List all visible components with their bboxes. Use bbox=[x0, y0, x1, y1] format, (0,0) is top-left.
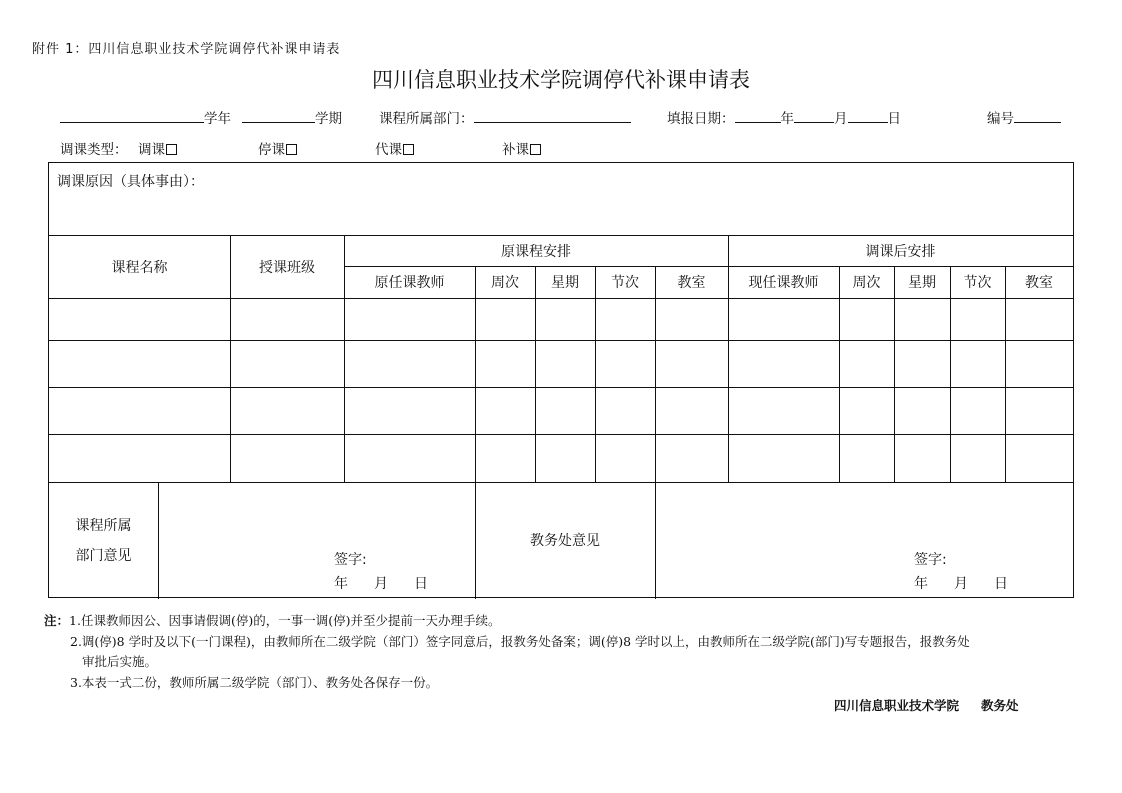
table-row[interactable] bbox=[49, 341, 1073, 387]
notes-section bbox=[44, 611, 970, 693]
col-header-original-teacher: 原任课教师 bbox=[374, 275, 445, 291]
checkbox-icon[interactable] bbox=[403, 144, 414, 155]
adjust-type-label: 调课类型： bbox=[60, 142, 128, 158]
fill-month-blank[interactable] bbox=[794, 108, 834, 123]
col-header-original-week: 周次 bbox=[491, 275, 519, 291]
col-header-course-name: 课程名称 bbox=[111, 259, 168, 276]
reason-label: 调课原因（具体事由）： bbox=[57, 174, 204, 190]
fill-year-label: 年 bbox=[780, 111, 794, 127]
col-header-new-teacher: 现任课教师 bbox=[748, 275, 819, 291]
fill-date-label: 填报日期： bbox=[667, 111, 735, 127]
adjust-type-option-substitute[interactable] bbox=[375, 138, 414, 158]
dept-signature-label: 签字: bbox=[334, 552, 367, 568]
note-item-1: 1.任课教师因公、因事请假调(停)的，一事一调(停)并至少提前一天办理手续。 bbox=[69, 613, 501, 628]
semester-label: 学期 bbox=[315, 111, 342, 127]
attachment-label: 附件 1：四川信息职业技术学院调停代补课申请表 bbox=[32, 42, 341, 57]
col-header-class: 授课班级 bbox=[259, 259, 315, 276]
col-header-new-weekday: 星期 bbox=[908, 275, 936, 291]
school-year-label: 学年 bbox=[204, 111, 231, 127]
col-header-original-weekday: 星期 bbox=[551, 275, 579, 291]
col-header-new-week: 周次 bbox=[852, 275, 881, 291]
number-label: 编号 bbox=[987, 111, 1014, 127]
note-item-2: 2.调(停)8 学时及以下(一门课程)，由教师所在二级学院（部门）签字同意后，报教务处备案；调(停)8 学时以上，由教师所在二级学院(部门)写专题报告，报教务处 bbox=[70, 633, 970, 649]
date-day: 日 bbox=[414, 576, 428, 592]
number-blank[interactable] bbox=[1014, 108, 1061, 123]
fill-day-blank[interactable] bbox=[848, 108, 888, 123]
option-label: 停课 bbox=[258, 142, 285, 158]
application-table bbox=[48, 162, 1074, 598]
option-label: 代课 bbox=[375, 142, 402, 158]
dept-opinion-label-line2: 部门意见 bbox=[75, 548, 132, 564]
option-label: 补课 bbox=[502, 142, 529, 158]
date-day: 日 bbox=[994, 576, 1008, 592]
divider bbox=[158, 482, 159, 599]
notes-label: 注： bbox=[44, 613, 70, 628]
fill-date-field[interactable] bbox=[667, 107, 901, 127]
date-month: 月 bbox=[954, 576, 968, 592]
col-header-new-room: 教室 bbox=[1025, 275, 1053, 291]
department-blank[interactable] bbox=[474, 108, 631, 123]
divider bbox=[49, 482, 1073, 483]
school-year-blank[interactable] bbox=[60, 108, 204, 123]
col-header-new-period: 节次 bbox=[963, 275, 992, 291]
adjust-type-option-makeup[interactable] bbox=[502, 138, 541, 158]
date-year: 年 bbox=[914, 576, 928, 592]
fill-day-label: 日 bbox=[887, 111, 901, 127]
form-title: 四川信息职业技术学院调停代补课申请表 bbox=[372, 68, 750, 92]
reason-input-area[interactable] bbox=[50, 193, 1072, 233]
note-item-3: 3.本表一式二份，教师所属二级学院（部门）、教务处各保存一份。 bbox=[70, 674, 439, 690]
col-header-original-room: 教室 bbox=[677, 275, 706, 291]
fill-month-label: 月 bbox=[834, 111, 848, 127]
checkbox-icon[interactable] bbox=[286, 144, 297, 155]
table-row[interactable] bbox=[49, 435, 1073, 482]
academic-affairs-opinion-label: 教务处意见 bbox=[530, 533, 600, 549]
option-label: 调课 bbox=[138, 142, 165, 158]
fill-year-blank[interactable] bbox=[735, 108, 781, 123]
table-row[interactable] bbox=[49, 299, 1073, 340]
affairs-date bbox=[914, 573, 1008, 593]
dept-date bbox=[334, 573, 428, 593]
department-label: 课程所属部门： bbox=[379, 111, 474, 127]
affairs-signature-label: 签字: bbox=[914, 552, 947, 568]
col-header-original-period: 节次 bbox=[611, 275, 639, 291]
adjust-type-option-stop[interactable] bbox=[258, 138, 297, 158]
semester-blank[interactable] bbox=[242, 108, 315, 123]
number-field[interactable] bbox=[987, 107, 1061, 127]
issuer-office: 教务处 bbox=[981, 698, 1019, 713]
table-row[interactable] bbox=[49, 388, 1073, 434]
checkbox-icon[interactable] bbox=[166, 144, 177, 155]
school-year-field[interactable] bbox=[60, 107, 231, 127]
dept-opinion-label-line1: 课程所属 bbox=[75, 518, 132, 534]
department-field[interactable] bbox=[379, 107, 631, 127]
date-month: 月 bbox=[374, 576, 388, 592]
issuer bbox=[834, 696, 1019, 714]
adjust-type-option-adjust[interactable] bbox=[138, 138, 177, 158]
note-item-2-cont: 审批后实施。 bbox=[82, 654, 158, 669]
checkbox-icon[interactable] bbox=[530, 144, 541, 155]
group-header-adjusted: 调课后安排 bbox=[865, 243, 936, 260]
semester-field[interactable] bbox=[242, 107, 342, 127]
date-year: 年 bbox=[334, 576, 348, 592]
group-header-original: 原课程安排 bbox=[501, 243, 571, 260]
issuer-school: 四川信息职业技术学院 bbox=[834, 698, 960, 713]
